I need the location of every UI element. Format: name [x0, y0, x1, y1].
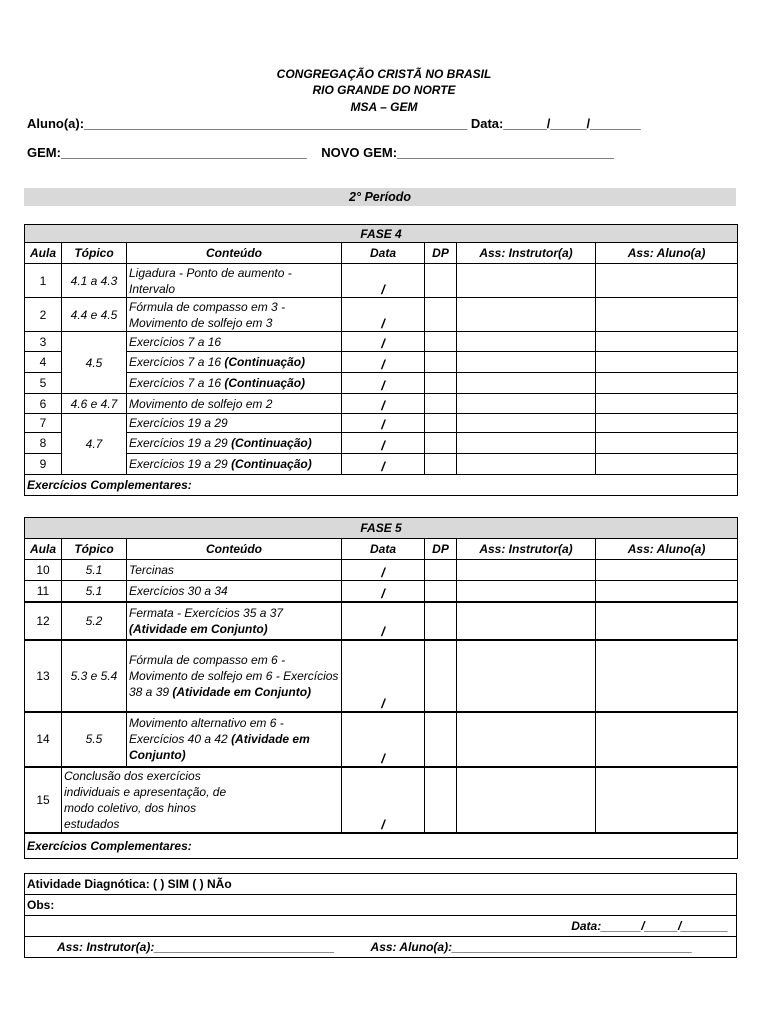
data-cell[interactable]: /	[342, 433, 425, 454]
col-ass-instrutor: Ass: Instrutor(a)	[457, 539, 596, 560]
data-cell[interactable]: /	[342, 581, 425, 602]
region-title: RIO GRANDE DO NORTE	[312, 83, 456, 97]
table-row: 13 5.3 e 5.4 Fórmula de compasso em 6 - Movimento de solfejo em 6 - Exercícios 38 a 39 (Atividade em Conjunto) /	[25, 640, 738, 712]
table-row: 1 4.1 a 4.3 Ligadura - Ponto de aumento - Intervalo /	[25, 264, 738, 298]
fase5-table	[24, 517, 738, 859]
diagnostic-table	[24, 873, 737, 958]
table-row: 2 4.4 e 4.5 Fórmula de compasso em 3 - Movimento de solfejo em 3 /	[25, 298, 738, 332]
col-ass-aluno: Ass: Aluno(a)	[596, 539, 738, 560]
fase5-title: FASE 5	[25, 518, 738, 539]
ass-aluno-cell[interactable]	[596, 352, 738, 373]
fase4-table	[24, 224, 738, 496]
ass-aluno-cell[interactable]	[596, 264, 738, 298]
ass-instrutor-cell[interactable]	[457, 414, 596, 433]
ass-instrutor-cell[interactable]	[457, 373, 596, 394]
col-data: Data	[342, 539, 425, 560]
dp-cell[interactable]	[425, 332, 457, 352]
ass-instrutor-cell[interactable]	[457, 712, 596, 767]
table-row: 8 Exercícios 19 a 29 (Continuação) /	[25, 433, 738, 454]
data-cell[interactable]: /	[342, 264, 425, 298]
data-cell[interactable]: /	[342, 352, 425, 373]
data-cell[interactable]: /	[342, 332, 425, 352]
data-cell[interactable]: /	[342, 712, 425, 767]
ass-aluno-cell[interactable]	[596, 712, 738, 767]
table-row: 12 5.2 Fermata - Exercícios 35 a 37 (Atividade em Conjunto) /	[25, 602, 738, 640]
table-row: 11 5.1 Exercícios 30 a 34 /	[25, 581, 738, 602]
table-row: 10 5.1 Tercinas /	[25, 560, 738, 581]
col-topico: Tópico	[62, 243, 127, 264]
data-cell[interactable]: /	[342, 560, 425, 581]
dp-cell[interactable]	[425, 454, 457, 475]
col-data: Data	[342, 243, 425, 264]
dp-cell[interactable]	[425, 640, 457, 712]
col-ass-aluno: Ass: Aluno(a)	[596, 243, 738, 264]
table-row: 5 Exercícios 7 a 16 (Continuação) /	[25, 373, 738, 394]
data-cell[interactable]: /	[342, 414, 425, 433]
ass-aluno-cell[interactable]	[596, 602, 738, 640]
table-row: 3 4.5 Exercícios 7 a 16 /	[25, 332, 738, 352]
table-row: 9 Exercícios 19 a 29 (Continuação) /	[25, 454, 738, 475]
col-topico: Tópico	[62, 539, 127, 560]
ass-instrutor-cell[interactable]	[457, 560, 596, 581]
ass-instrutor-cell[interactable]	[457, 298, 596, 332]
dp-cell[interactable]	[425, 581, 457, 602]
dp-cell[interactable]	[425, 767, 457, 833]
date-field[interactable]: Data:______/_____/_______	[25, 916, 737, 937]
dp-cell[interactable]	[425, 394, 457, 414]
data-cell[interactable]: /	[342, 373, 425, 394]
ass-aluno-field[interactable]: Ass: Aluno(a):____________________________________	[370, 940, 693, 954]
dp-cell[interactable]	[425, 414, 457, 433]
ass-aluno-cell[interactable]	[596, 373, 738, 394]
table-row: 6 4.6 e 4.7 Movimento de solfejo em 2 /	[25, 394, 738, 414]
org-title: CONGREGAÇÃO CRISTÃ NO BRASIL	[276, 67, 492, 81]
col-dp: DP	[425, 539, 457, 560]
col-conteudo: Conteúdo	[127, 243, 342, 264]
col-ass-instrutor: Ass: Instrutor(a)	[457, 243, 596, 264]
diagnostica-field[interactable]: Atividade Diagnótica: ( ) SIM ( ) NÃo	[25, 874, 737, 895]
dp-cell[interactable]	[425, 433, 457, 454]
dp-cell[interactable]	[425, 352, 457, 373]
ass-instrutor-cell[interactable]	[457, 332, 596, 352]
period-banner: 2° Período	[24, 188, 736, 206]
ass-aluno-cell[interactable]	[596, 414, 738, 433]
ass-instrutor-cell[interactable]	[457, 581, 596, 602]
fase4-title: FASE 4	[25, 225, 738, 243]
dp-cell[interactable]	[425, 264, 457, 298]
ass-instrutor-cell[interactable]	[457, 602, 596, 640]
ass-instrutor-cell[interactable]	[457, 394, 596, 414]
ass-aluno-cell[interactable]	[596, 298, 738, 332]
ass-instrutor-cell[interactable]	[457, 640, 596, 712]
aluno-field[interactable]: Aluno(a):_____________________________________________________ Data:______/_____/_______	[27, 116, 641, 131]
ass-aluno-cell[interactable]	[596, 560, 738, 581]
obs-field[interactable]: Obs:	[25, 895, 737, 916]
data-cell[interactable]: /	[342, 394, 425, 414]
table-row: 7 4.7 Exercícios 19 a 29 /	[25, 414, 738, 433]
dp-cell[interactable]	[425, 712, 457, 767]
data-cell[interactable]: /	[342, 454, 425, 475]
ass-aluno-cell[interactable]	[596, 454, 738, 475]
ass-instrutor-field[interactable]: Ass: Instrutor(a):___________________________	[57, 940, 335, 954]
ass-aluno-cell[interactable]	[596, 332, 738, 352]
table-row: 15 Conclusão dos exercícios individuais e apresentação, de modo coletivo, dos hinos estudados /	[25, 767, 738, 833]
ass-aluno-cell[interactable]	[596, 640, 738, 712]
dp-cell[interactable]	[425, 298, 457, 332]
ass-aluno-cell[interactable]	[596, 394, 738, 414]
ass-instrutor-cell[interactable]	[457, 433, 596, 454]
table-row: 4 Exercícios 7 a 16 (Continuação) /	[25, 352, 738, 373]
col-dp: DP	[425, 243, 457, 264]
dp-cell[interactable]	[425, 560, 457, 581]
col-conteudo: Conteúdo	[127, 539, 342, 560]
table-row: 14 5.5 Movimento alternativo em 6 - Exercícios 40 a 42 (Atividade em Conjunto) /	[25, 712, 738, 767]
data-cell[interactable]: /	[342, 640, 425, 712]
gem-field[interactable]: GEM:__________________________________ NOVO GEM:______________________________	[27, 145, 614, 160]
data-cell[interactable]: /	[342, 767, 425, 833]
dp-cell[interactable]	[425, 602, 457, 640]
ass-instrutor-cell[interactable]	[457, 264, 596, 298]
col-aula: Aula	[25, 539, 62, 560]
ass-instrutor-cell[interactable]	[457, 454, 596, 475]
ass-instrutor-cell[interactable]	[457, 767, 596, 833]
fase4-complementares[interactable]: Exercícios Complementares:	[25, 475, 738, 496]
ass-aluno-cell[interactable]	[596, 433, 738, 454]
ass-instrutor-cell[interactable]	[457, 352, 596, 373]
program-title: MSA – GEM	[350, 100, 418, 114]
fase5-complementares[interactable]: Exercícios Complementares:	[25, 833, 738, 859]
ass-aluno-cell[interactable]	[596, 767, 738, 833]
ass-aluno-cell[interactable]	[596, 581, 738, 602]
dp-cell[interactable]	[425, 373, 457, 394]
data-cell[interactable]: /	[342, 602, 425, 640]
data-cell[interactable]: /	[342, 298, 425, 332]
col-aula: Aula	[25, 243, 62, 264]
